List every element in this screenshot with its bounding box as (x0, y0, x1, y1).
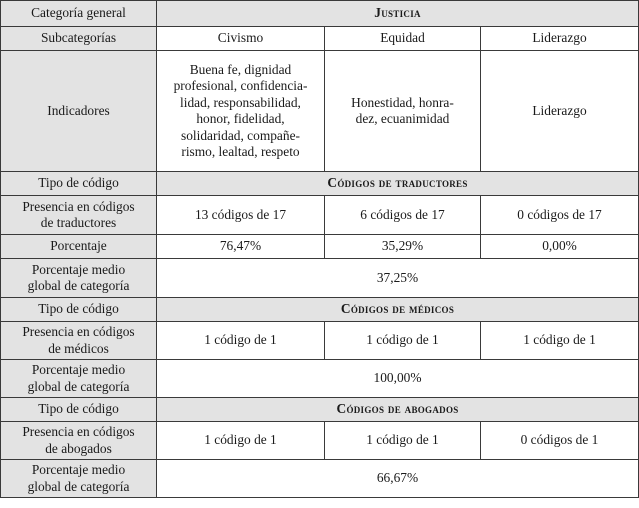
label-line: de médicos (48, 340, 109, 356)
civismo-line: Buena fe, dignidad (189, 61, 292, 77)
row-tipo-traductores (1, 172, 639, 196)
label-tipo-codigo: Tipo de código (1, 398, 157, 422)
header-justicia: Justicia (157, 1, 639, 27)
row-medio-traductores (1, 259, 639, 298)
label-line: Presencia en códigos (22, 424, 135, 439)
header-codigos-medicos: Códigos de médicos (157, 298, 639, 322)
medio-traductores-value: 37,25% (157, 259, 639, 298)
presencia-medicos-equidad: 1 código de 1 (325, 322, 481, 360)
label-tipo-codigo: Tipo de código (1, 172, 157, 196)
row-presencia-abogados (1, 422, 639, 460)
header-codigos-traductores: Códigos de traductores (157, 172, 639, 196)
porcentaje-liderazgo: 0,00% (481, 235, 639, 259)
presencia-medicos-civismo: 1 código de 1 (157, 322, 325, 360)
label-line: Porcentaje medio (31, 261, 126, 277)
label-line: de abogados (45, 440, 112, 456)
indicadores-civismo (157, 51, 325, 172)
label-medio-medicos (1, 360, 157, 398)
label-line: Presencia en códigos (22, 198, 135, 214)
row-presencia-traductores (1, 196, 639, 235)
civismo-line: honor, fidelidad, (196, 111, 285, 126)
row-indicadores (1, 51, 639, 172)
label-medio-abogados (1, 460, 157, 498)
medio-medicos-value: 100,00% (157, 360, 639, 398)
presencia-medicos-liderazgo: 1 código de 1 (481, 322, 639, 360)
row-presencia-medicos (1, 322, 639, 360)
label-line: Porcentaje medio (31, 362, 126, 377)
presencia-traductores-equidad: 6 códigos de 17 (325, 196, 481, 235)
row-porcentaje-traductores (1, 235, 639, 259)
label-line: Porcentaje medio (31, 462, 126, 477)
label-line: Presencia en códigos (22, 324, 135, 339)
label-indicadores: Indicadores (1, 51, 157, 172)
indicadores-equidad (325, 51, 481, 172)
civismo-line: solidaridad, compañe- (180, 127, 300, 143)
equidad-line: Honestidad, honra- (351, 94, 454, 110)
label-line: de traductores (40, 215, 117, 230)
subcat-equidad: Equidad (325, 27, 481, 51)
porcentaje-equidad: 35,29% (325, 235, 481, 259)
label-porcentaje: Porcentaje (1, 235, 157, 259)
label-tipo-codigo: Tipo de código (1, 298, 157, 322)
medio-abogados-value: 66,67% (157, 460, 639, 498)
label-line: global de categoría (27, 378, 130, 394)
civismo-line: profesional, confidencia- (173, 78, 308, 93)
subcat-liderazgo: Liderazgo (481, 27, 639, 51)
porcentaje-civismo: 76,47% (157, 235, 325, 259)
label-presencia-abogados (1, 422, 157, 460)
presencia-abogados-liderazgo: 0 códigos de 1 (481, 422, 639, 460)
row-tipo-abogados (1, 398, 639, 422)
presencia-traductores-civismo: 13 códigos de 17 (157, 196, 325, 235)
header-codigos-abogados: Códigos de abogados (157, 398, 639, 422)
row-subcategorias (1, 27, 639, 51)
row-medio-medicos (1, 360, 639, 398)
label-medio-traductores (1, 259, 157, 298)
label-categoria-general: Categoría general (1, 1, 157, 27)
label-line: global de categoría (27, 478, 130, 494)
presencia-abogados-civismo: 1 código de 1 (157, 422, 325, 460)
equidad-line: dez, ecuanimidad (355, 111, 450, 126)
subcat-civismo: Civismo (157, 27, 325, 51)
label-presencia-traductores (1, 196, 157, 235)
presencia-abogados-equidad: 1 código de 1 (325, 422, 481, 460)
label-subcategorias: Subcategorías (1, 27, 157, 51)
row-categoria-general (1, 1, 639, 27)
presencia-traductores-liderazgo: 0 códigos de 17 (481, 196, 639, 235)
civismo-line: rismo, lealtad, respeto (181, 144, 300, 159)
row-tipo-medicos (1, 298, 639, 322)
civismo-line: lidad, responsabilidad, (180, 94, 301, 110)
label-presencia-medicos (1, 322, 157, 360)
indicadores-liderazgo: Liderazgo (481, 51, 639, 172)
label-line: global de categoría (27, 278, 130, 293)
row-medio-abogados (1, 460, 639, 498)
